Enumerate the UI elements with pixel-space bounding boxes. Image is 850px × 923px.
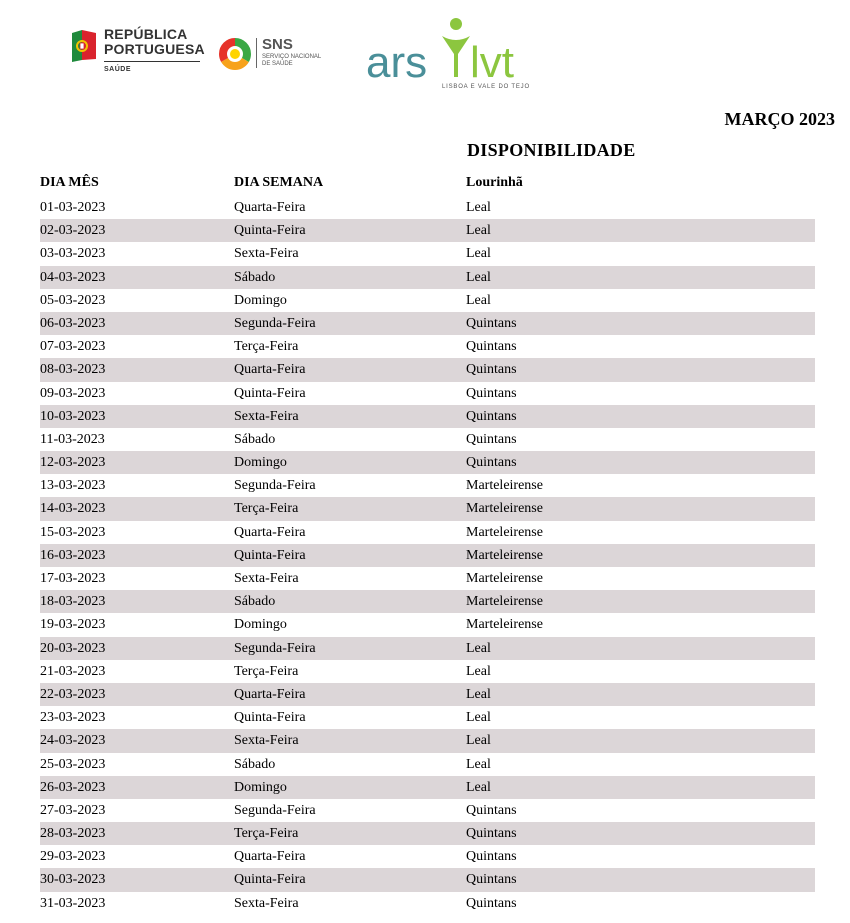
republica-line2: PORTUGUESA: [104, 41, 205, 57]
cell-pharmacy: Leal: [466, 733, 491, 749]
table-row: [40, 335, 815, 358]
cell-weekday: Sexta-Feira: [234, 246, 299, 262]
table-row: [40, 242, 815, 265]
table-row: [40, 428, 815, 451]
table-row: [40, 637, 815, 660]
table-row: [40, 266, 815, 289]
table-row: [40, 613, 815, 636]
cell-date: 24-03-2023: [40, 733, 106, 749]
cell-date: 27-03-2023: [40, 802, 106, 818]
cell-weekday: Segunda-Feira: [234, 802, 316, 818]
ars-figure-body-icon: [442, 36, 470, 77]
cell-pharmacy: Quintans: [466, 872, 517, 888]
cell-date: 22-03-2023: [40, 686, 106, 702]
cell-weekday: Segunda-Feira: [234, 640, 316, 656]
cell-pharmacy: Leal: [466, 710, 491, 726]
table-row: [40, 892, 815, 915]
cell-pharmacy: Leal: [466, 269, 491, 285]
republica-portuguesa-logo: [70, 27, 210, 82]
cell-pharmacy: Quintans: [466, 431, 517, 447]
cell-date: 19-03-2023: [40, 617, 106, 633]
cell-pharmacy: Leal: [466, 779, 491, 795]
ars-figure-head-icon: [450, 18, 462, 30]
cell-pharmacy: Quintans: [466, 362, 517, 378]
cell-weekday: Sexta-Feira: [234, 733, 299, 749]
cell-date: 02-03-2023: [40, 223, 106, 239]
cell-pharmacy: Quintans: [466, 408, 517, 424]
column-header-day-month: DIA MÊS: [40, 175, 99, 190]
cell-weekday: Quinta-Feira: [234, 223, 306, 239]
cell-weekday: Quarta-Feira: [234, 524, 306, 540]
sns-subtitle-line1: SERVIÇO NACIONAL: [262, 54, 322, 60]
cell-date: 31-03-2023: [40, 895, 106, 911]
republica-subtitle: SAÚDE: [104, 66, 132, 73]
cell-weekday: Quarta-Feira: [234, 849, 306, 865]
table-row: [40, 405, 815, 428]
cell-date: 17-03-2023: [40, 571, 106, 586]
cell-pharmacy: Marteleirense: [466, 617, 543, 633]
cell-weekday: Domingo: [234, 455, 287, 471]
column-header-lourinha: Lourinhã: [466, 175, 523, 190]
month-title: MARÇO 2023: [724, 109, 835, 129]
cell-pharmacy: Marteleirense: [466, 594, 543, 610]
cell-pharmacy: Leal: [466, 640, 491, 656]
table-row: [40, 521, 815, 544]
cell-date: 29-03-2023: [40, 849, 106, 865]
cell-date: 07-03-2023: [40, 339, 106, 355]
table-row: [40, 683, 815, 706]
cell-date: 05-03-2023: [40, 292, 106, 308]
cell-pharmacy: Leal: [466, 756, 491, 772]
cell-date: 28-03-2023: [40, 826, 106, 842]
cell-weekday: Quarta-Feira: [234, 362, 306, 378]
cell-date: 21-03-2023: [40, 663, 106, 679]
table-row: [40, 196, 815, 219]
cell-date: 03-03-2023: [40, 246, 106, 262]
cell-weekday: Sábado: [234, 269, 276, 285]
cell-weekday: Quarta-Feira: [234, 200, 306, 215]
cell-date: 23-03-2023: [40, 710, 106, 726]
cell-weekday: Segunda-Feira: [234, 315, 316, 331]
section-title: DISPONIBILIDADE: [467, 140, 636, 160]
cell-pharmacy: Leal: [466, 246, 491, 262]
cell-date: 26-03-2023: [40, 779, 106, 795]
cell-date: 06-03-2023: [40, 315, 106, 331]
cell-pharmacy: Leal: [466, 663, 491, 679]
portugal-flag-icon: [70, 29, 98, 63]
sns-subtitle-line2: DE SAÚDE: [262, 61, 293, 67]
availability-table: [40, 170, 815, 915]
cell-date: 14-03-2023: [40, 501, 106, 517]
cell-weekday: Segunda-Feira: [234, 478, 316, 494]
cell-date: 30-03-2023: [40, 872, 106, 888]
ars-lvt-logo: [366, 14, 530, 94]
table-header: [40, 170, 815, 196]
republica-portuguesa-wordmark: [104, 27, 205, 57]
column-header-weekday: DIA SEMANA: [234, 175, 324, 190]
sns-title: SNS: [262, 36, 293, 53]
cell-date: 25-03-2023: [40, 756, 106, 772]
sns-ring-icon: [218, 37, 252, 71]
cell-pharmacy: Quintans: [466, 315, 517, 331]
table-row: [40, 660, 815, 683]
cell-pharmacy: Quintans: [466, 826, 517, 842]
cell-pharmacy: Quintans: [466, 385, 517, 401]
table-row: [40, 706, 815, 729]
cell-weekday: Terça-Feira: [234, 339, 299, 355]
cell-weekday: Quinta-Feira: [234, 547, 306, 563]
cell-weekday: Sexta-Feira: [234, 571, 299, 586]
cell-pharmacy: Marteleirense: [466, 524, 543, 540]
cell-weekday: Terça-Feira: [234, 663, 299, 679]
ars-lvt-wordmark: [366, 14, 526, 84]
cell-weekday: Quinta-Feira: [234, 872, 306, 888]
sns-logo: [218, 36, 328, 76]
cell-date: 08-03-2023: [40, 362, 106, 378]
table-body: [40, 196, 815, 915]
cell-date: 12-03-2023: [40, 455, 106, 471]
cell-weekday: Sexta-Feira: [234, 408, 299, 424]
table-row: [40, 799, 815, 822]
cell-weekday: Sábado: [234, 756, 276, 772]
cell-weekday: Domingo: [234, 617, 287, 633]
table-row: [40, 729, 815, 752]
cell-pharmacy: Marteleirense: [466, 571, 543, 586]
cell-pharmacy: Leal: [466, 200, 491, 215]
table-row: [40, 776, 815, 799]
table-row: [40, 845, 815, 868]
ars-subtitle: LISBOA E VALE DO TEJO: [442, 84, 530, 90]
cell-pharmacy: Leal: [466, 292, 491, 308]
table-row: [40, 590, 815, 613]
table-row: [40, 868, 815, 891]
table-row: [40, 219, 815, 242]
cell-weekday: Quarta-Feira: [234, 686, 306, 702]
republica-line1: REPÚBLICA: [104, 26, 188, 42]
cell-date: 16-03-2023: [40, 547, 106, 563]
cell-weekday: Sábado: [234, 594, 276, 610]
cell-pharmacy: Marteleirense: [466, 547, 543, 563]
table-row: [40, 544, 815, 567]
cell-pharmacy: Leal: [466, 686, 491, 702]
cell-pharmacy: Quintans: [466, 895, 517, 911]
cell-date: 09-03-2023: [40, 385, 106, 401]
table-row: [40, 312, 815, 335]
cell-date: 15-03-2023: [40, 524, 106, 540]
cell-date: 11-03-2023: [40, 431, 105, 447]
table-row: [40, 358, 815, 381]
ars-text: ars: [366, 38, 428, 84]
cell-weekday: Sábado: [234, 431, 276, 447]
table-row: [40, 822, 815, 845]
table-row: [40, 567, 815, 590]
cell-pharmacy: Quintans: [466, 339, 517, 355]
cell-pharmacy: Marteleirense: [466, 501, 543, 517]
cell-pharmacy: Quintans: [466, 849, 517, 865]
cell-date: 10-03-2023: [40, 408, 106, 424]
table-row: [40, 753, 815, 776]
cell-weekday: Sexta-Feira: [234, 895, 299, 911]
cell-weekday: Quinta-Feira: [234, 710, 306, 726]
table-row: [40, 451, 815, 474]
table-row: [40, 474, 815, 497]
cell-pharmacy: Quintans: [466, 802, 517, 818]
cell-date: 04-03-2023: [40, 269, 106, 285]
sns-separator: [256, 38, 257, 68]
cell-weekday: Terça-Feira: [234, 501, 299, 517]
logo-divider: [104, 61, 200, 62]
cell-weekday: Quinta-Feira: [234, 385, 306, 401]
cell-weekday: Terça-Feira: [234, 826, 299, 842]
cell-date: 01-03-2023: [40, 200, 106, 215]
lvt-text: lvt: [470, 38, 514, 84]
cell-date: 20-03-2023: [40, 640, 106, 656]
table-row: [40, 382, 815, 405]
cell-weekday: Domingo: [234, 292, 287, 308]
cell-pharmacy: Leal: [466, 223, 491, 239]
cell-pharmacy: Marteleirense: [466, 478, 543, 494]
cell-pharmacy: Quintans: [466, 455, 517, 471]
sns-subtitle: [262, 54, 332, 68]
cell-date: 13-03-2023: [40, 478, 106, 494]
table-row: [40, 289, 815, 312]
cell-weekday: Domingo: [234, 779, 287, 795]
table-row: [40, 497, 815, 520]
cell-date: 18-03-2023: [40, 594, 106, 610]
